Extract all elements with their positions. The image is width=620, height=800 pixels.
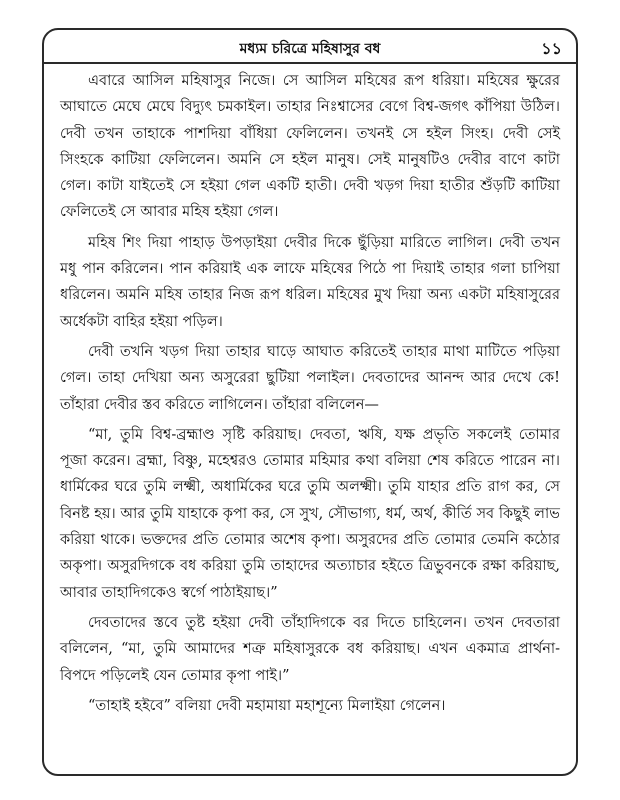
body-text — [44, 64, 576, 719]
running-title: মধ্যম চরিত্রে মহিষাসুর বধ — [239, 41, 381, 57]
page-border-frame — [42, 28, 578, 776]
page-number: ১১ — [541, 39, 562, 58]
paragraph-5: দেবতাদের স্তবে তুষ্ট হইয়া দেবী তাঁহাদিগকে বর দিতে চাহিলেন। তখন দেবতারা বলিলেন, “মা, তুমি আমাদের শত্রু মহিষাসুরকে বধ করিয়াছ। এখন একমাত্র প্রার্থনা-বিপদে পড়িলেই যেন তোমার কৃপা পাই।” — [60, 614, 560, 684]
paragraph-hymn-quote: “মা, তুমি বিশ্ব-ব্রহ্মাণ্ড সৃষ্টি করিয়াছ। দেবতা, ঋষি, যক্ষ প্রভৃতি সকলেই তোমার পূজা করেন। ব্রহ্মা, বিষ্ণু, মহেশ্বরও তোমার মহিমার কথা বলিয়া শেষ করিতে পারেন না। ধার্মিকের ঘরে তুমি লক্ষ্মী, অধার্মিকের ঘরে তুমি অলক্ষ্মী। তুমি যাহার প্রতি রাগ কর, সে বিনষ্ট হয়। আর তুমি যাহাকে কৃপা কর, সে সুখ, সৌভাগ্য, ধর্ম, অর্থ, কীর্তি সব কিছুই লাভ করিয়া থাকে। ভক্তদের প্রতি তোমার অশেষ কৃপা। অসুরদের প্রতি তোমার তেমনি কঠোর অকৃপা। অসুরদিগকে বধ করিয়া তুমি তাহাদের অত্যাচার হইতে ত্রিভুবনকে রক্ষা করিয়াছ, আবার তাহাদিগকেও স্বর্গে পাঠাইয়াছ।” — [60, 426, 560, 601]
paragraph-2: মহিষ শিং দিয়া পাহাড় উপড়াইয়া দেবীর দিকে ছুঁড়িয়া মারিতে লাগিল। দেবী তখন মধু পান করিলেন। পান করিয়াই এক লাফে মহিষের পিঠে পা দিয়াই তাহার গলা চাপিয়া ধরিলেন। অমনি মহিষ তাহার নিজ রূপ ধরিল। মহিষের মুখ দিয়া অন্য একটা মহিষাসুরের অর্ধেকটা বাহির হইয়া পড়িল। — [60, 234, 560, 330]
paragraph-3: দেবী তখনি খড়গ দিয়া তাহার ঘাড়ে আঘাত করিতেই তাহার মাথা মাটিতে পড়িয়া গেল। তাহা দেখিয়া অন্য অসুরেরা ছুটিয়া পলাইল। দেবতাদের আনন্দ আর দেখে কে! তাঁহারা দেবীর স্তব করিতে লাগিলেন। তাঁহারা বলিলেন— — [60, 343, 560, 413]
paragraph-1: এবারে আসিল মহিষাসুর নিজে। সে আসিল মহিষের রূপ ধরিয়া। মহিষের ক্ষুরের আঘাতে মেঘে মেঘে বিদ্যুৎ চমকাইল। তাহার নিঃশ্বাসের বেগে বিশ্ব-জগৎ কাঁপিয়া উঠিল। দেবী তখন তাহাকে পাশদিয়া বাঁধিয়া ফেলিলেন। তখনই সে হইল সিংহ। দেবী সেই সিংহকে কাটিয়া ফেলিলেন। অমনি সে হইল মানুষ। সেই মানুষটিও দেবীর বাণে কাটা গেল। কাটা যাইতেই সে হইয়া গেল একটি হাতী। দেবী খড়গ দিয়া হাতীর শুঁড়টি কাটিয়া ফেলিতেই সে আবার মহিষ হইয়া গেল। — [60, 73, 560, 221]
paragraph-6: “তাহাই হইবে” বলিয়া দেবী মহামায়া মহাশূন্যে মিলাইয়া গেলেন। — [88, 697, 446, 714]
page-header — [44, 30, 576, 64]
